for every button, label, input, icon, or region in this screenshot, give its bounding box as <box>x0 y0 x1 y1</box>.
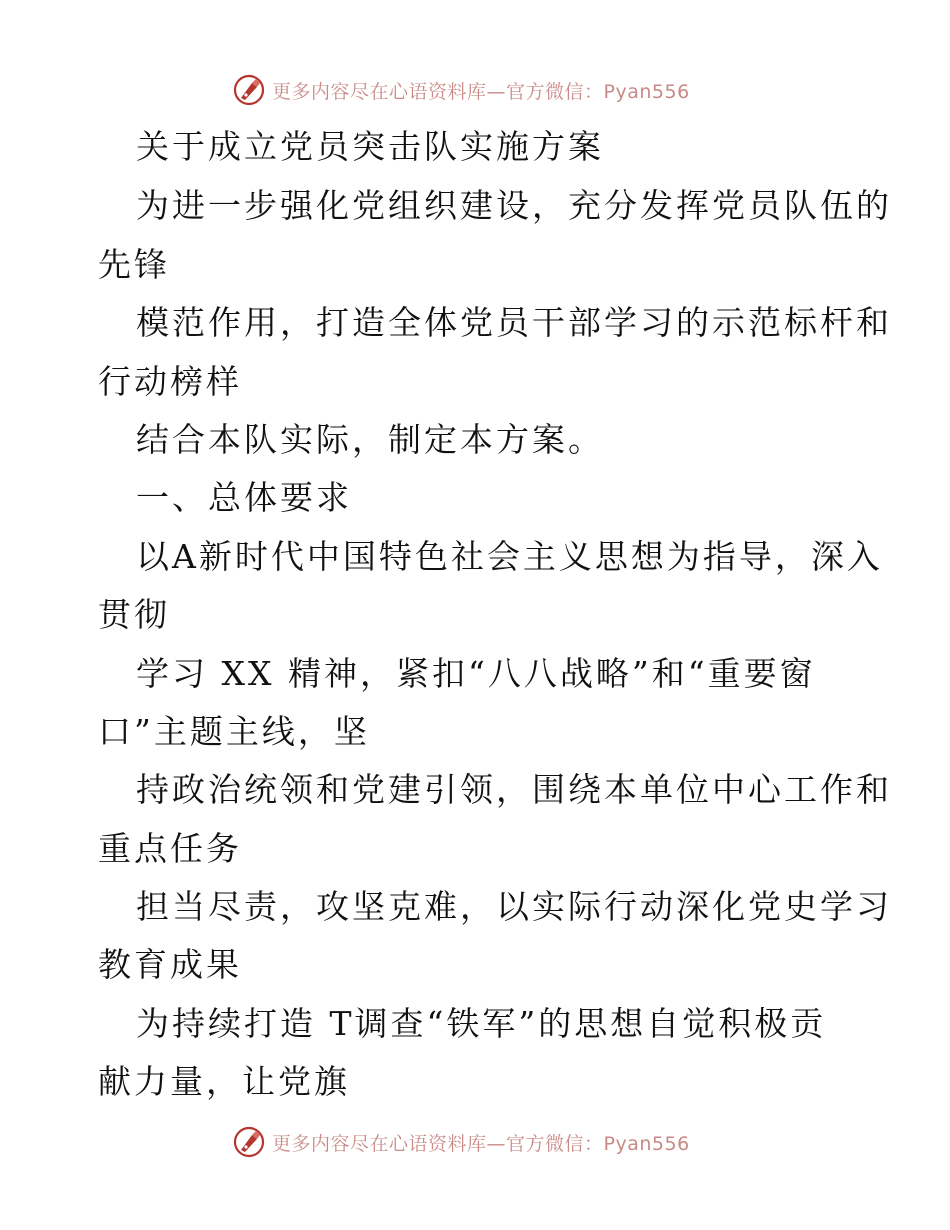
paragraph-line: 以A新时代中国特色社会主义思想为指导，深入 <box>136 537 883 576</box>
paragraph-line: 学习 XX 精神，紧扣“八八战略”和“重要窗 <box>136 654 816 693</box>
document-title: 关于成立党员突击队实施方案 <box>136 127 604 166</box>
paragraph-line: 行动榜样 <box>98 362 242 401</box>
paragraph-line: 模范作用，打造全体党员干部学习的示范标杆和 <box>136 303 892 342</box>
paragraph-line: 献力量，让党旗 <box>98 1062 350 1101</box>
paragraph-line: 为进一步强化党组织建设，充分发挥党员队伍的 <box>136 186 892 225</box>
section-heading: 一、总体要求 <box>136 478 352 517</box>
header-watermark <box>232 70 752 110</box>
paragraph-line: 重点任务 <box>98 829 242 868</box>
paragraph-line: 先锋 <box>98 245 170 284</box>
paragraph-line: 持政治统领和党建引领，围绕本单位中心工作和 <box>136 770 892 809</box>
pen-nib-logo-icon <box>232 73 266 107</box>
paragraph-line: 口”主题主线，坚 <box>98 712 370 751</box>
paragraph-line: 贯彻 <box>98 595 170 634</box>
footer-watermark <box>232 1122 752 1162</box>
paragraph-line: 为持续打造 T调查“铁军”的思想自觉积极贡 <box>136 1004 827 1043</box>
watermark-text: 更多内容尽在心语资料库—官方微信：Pyan556 <box>272 80 690 103</box>
pen-nib-logo-icon <box>232 1125 266 1159</box>
paragraph-line: 结合本队实际，制定本方案。 <box>136 420 604 459</box>
paragraph-line: 教育成果 <box>98 945 242 984</box>
paragraph-line: 担当尽责，攻坚克难，以实际行动深化党史学习 <box>136 887 892 926</box>
watermark-text: 更多内容尽在心语资料库—官方微信：Pyan556 <box>272 1132 690 1155</box>
